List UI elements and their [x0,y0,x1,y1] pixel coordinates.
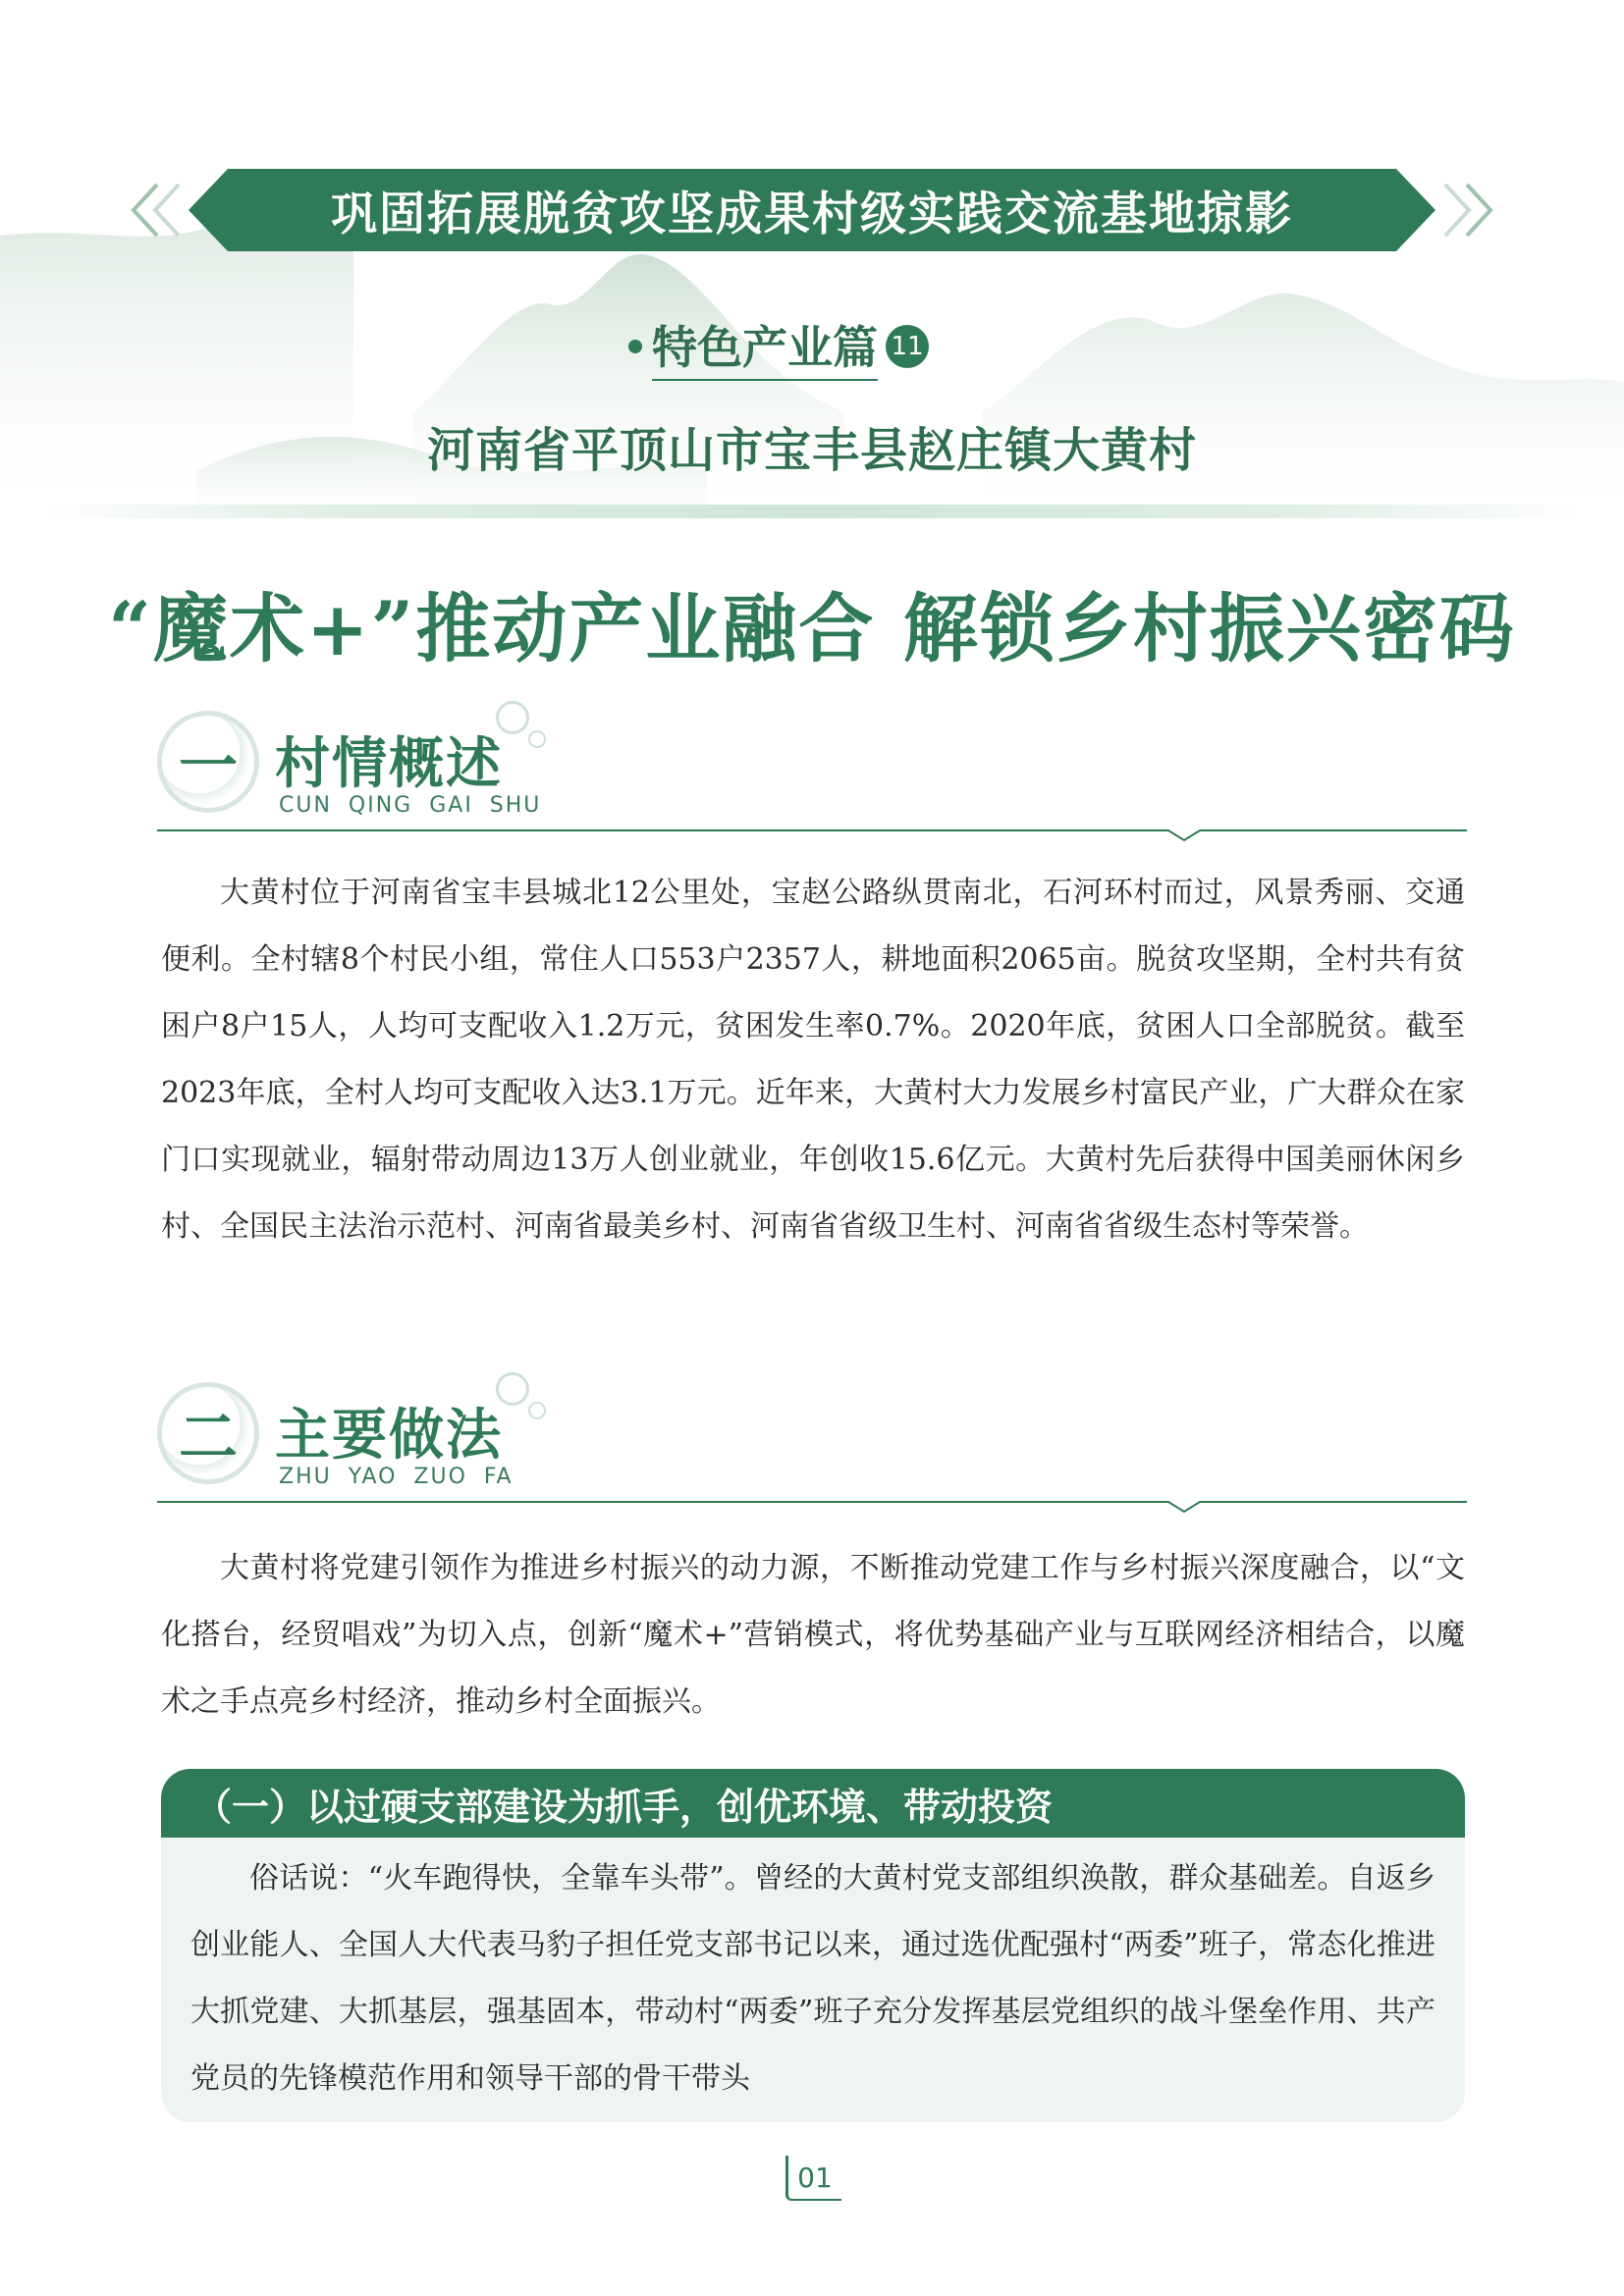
section-heading-1 [157,693,1467,830]
category-tag [628,312,929,381]
subsection-paragraph: 俗话说：“火车跑得快，全靠车头带”。曾经的大黄村党支部组织涣散，群众基础差。自返乡创业能人、全国人大代表马豹子担任党支部书记以来，通过选优配强村“两委”班子，常态化推进大抓党建、大抓基层，强基固本，带动村“两委”班子充分发挥基层党组织的战斗堡垒作用、共产党员的先锋模范作用和领导干部的骨干带头 [190,1861,1435,2096]
bubble-icon [528,730,546,748]
section-1-paragraph: 大黄村位于河南省宝丰县城北12公里处，宝赵公路纵贯南北，石河环村而过，风景秀丽、交通便利。全村辖8个村民小组，常住人口553户2357人，耕地面积2065亩。脱贫攻坚期，全村共有贫困户8户15人，人均可支配收入1.2万元，贫困发生率0.7%。2020年底，贫困人口全部脱贫。截至2023年底，全村人均可支配收入达3.1万元。近年来，大黄村大力发展乡村富民产业，广大群众在家门口实现就业，辐射带动周边13万人创业就业，年创收15.6亿元。大黄村先后获得中国美丽休闲乡村、全国民主法治示范村、河南省最美乡村、河南省省级卫生村、河南省省级生态村等荣誉。 [161,876,1465,1244]
bullet-dot-icon [628,340,642,353]
header-divider [39,505,1585,518]
village-name: 河南省平顶山市宝丰县赵庄镇大黄村 [426,423,1197,478]
section-title: 主要做法 [275,1404,503,1468]
section-pinyin: CUN QING GAI SHU [279,793,542,818]
category-number-badge: 11 [886,325,929,368]
category-label: 特色产业篇 [652,312,878,381]
section-pinyin: ZHU YAO ZUO FA [279,1465,514,1489]
page-number: 01 [785,2156,841,2201]
chevron-right-icon [1437,181,1496,240]
section-title: 村情概述 [275,732,503,796]
section-numeral: 一 [179,732,238,801]
banner-title: 巩固拓展脱贫攻坚成果村级实践交流基地掠影 [331,187,1293,241]
bubble-icon [528,1402,546,1419]
chevron-left-icon [128,181,187,240]
section-rule [157,1490,1467,1514]
subsection-title: （一）以过硬支部建设为抓手，创优环境、带动投资 [161,1769,1465,1838]
subsection-box [161,1838,1465,2122]
article-title: “魔术+”推动产业融合 解锁乡村振兴密码 [108,585,1516,672]
section-heading-2 [157,1364,1467,1502]
section-rule [157,819,1467,842]
section-numeral: 二 [179,1404,238,1472]
header-banner [189,169,1435,251]
section-2-paragraph: 大黄村将党建引领作为推进乡村振兴的动力源，不断推动党建工作与乡村振兴深度融合，以“文化搭台，经贸唱戏”为切入点，创新“魔术+”营销模式，将优势基础产业与互联网经济相结合，以魔术之手点亮乡村经济，推动乡村全面振兴。 [161,1551,1465,1719]
